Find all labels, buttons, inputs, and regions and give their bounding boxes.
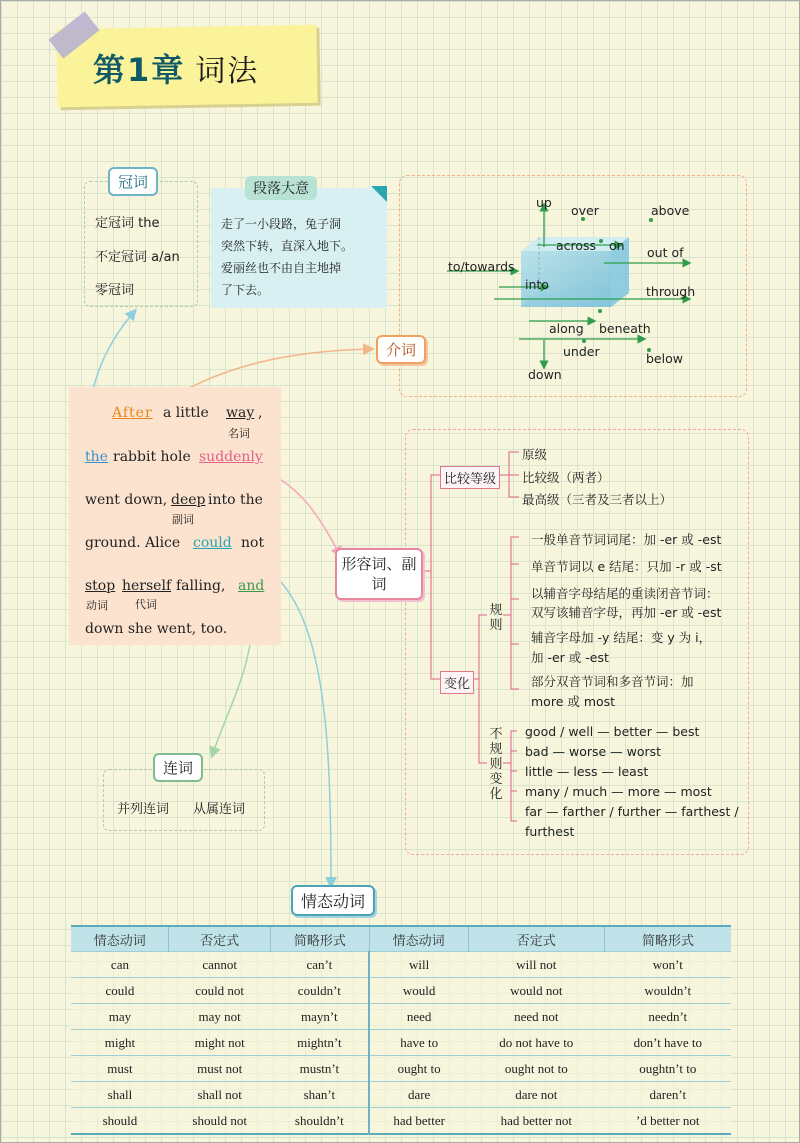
- table-cell: ’d better not: [605, 1108, 731, 1135]
- word-falling: falling,: [176, 578, 226, 594]
- table-cell: ought to: [369, 1056, 468, 1082]
- note-noun: 名词: [228, 427, 250, 440]
- compare-label: 比较等级: [440, 466, 500, 489]
- compare-superlative: 最高级（三者及三者以上）: [522, 492, 673, 507]
- chapter-number: 第1章: [93, 51, 186, 89]
- table-row: [71, 1056, 731, 1082]
- prep-to-towards: to/towards: [448, 259, 515, 274]
- table-cell: needn’t: [605, 1004, 731, 1030]
- column-header: 否定式: [169, 926, 271, 952]
- column-header: 情态动词: [71, 926, 169, 952]
- irregular-item: good / well — better — best: [525, 724, 700, 739]
- prep-out-of: out of: [647, 245, 684, 260]
- table-cell: have to: [369, 1030, 468, 1056]
- regular-rule: 双写该辅音字母，再加 -er 或 -est: [531, 605, 722, 620]
- irregular-item: bad — worse — worst: [525, 744, 662, 759]
- note-pronoun: 代词: [135, 598, 157, 611]
- table-row: [71, 1004, 731, 1030]
- table-cell: can: [71, 952, 169, 978]
- article-item-definite: 定冠词 the: [95, 216, 160, 231]
- modal-tag: 情态动词: [291, 885, 375, 916]
- table-cell: need not: [468, 1004, 605, 1030]
- table-cell: may: [71, 1004, 169, 1030]
- table-row: [71, 1108, 731, 1135]
- table-cell: should not: [169, 1108, 271, 1135]
- prep-above: above: [651, 203, 690, 218]
- note-adverb: 副词: [172, 513, 194, 526]
- table-cell: will: [369, 952, 468, 978]
- word-stop: stop: [85, 578, 116, 594]
- irregular-label: 不规则变化: [489, 727, 503, 802]
- preposition-tag: 介词: [376, 335, 426, 364]
- adj-adv-tag: 形容词、副词: [335, 548, 423, 600]
- prep-across: across: [556, 238, 597, 253]
- word-into-the: into the: [208, 492, 263, 508]
- summary-line: 走了一小段路，兔子洞: [221, 217, 342, 231]
- prep-beneath: beneath: [599, 321, 651, 336]
- word-and: and: [238, 578, 265, 594]
- table-cell: would: [369, 978, 468, 1004]
- irregular-item: many / much — more — most: [525, 784, 712, 799]
- table-cell: had better: [369, 1108, 468, 1135]
- table-cell: could not: [169, 978, 271, 1004]
- comma: ,: [258, 405, 263, 421]
- table-cell: could: [71, 978, 169, 1004]
- column-header: 简略形式: [605, 926, 731, 952]
- compare-positive: 原级: [522, 447, 548, 462]
- regular-rule: 一般单音节词词尾：加 -er 或 -est: [531, 532, 722, 547]
- table-row: [71, 952, 731, 978]
- word-not: not: [241, 535, 265, 551]
- table-cell: won’t: [605, 952, 731, 978]
- table-cell: oughtn’t to: [605, 1056, 731, 1082]
- prep-on: on: [609, 238, 625, 253]
- word-could: could: [193, 535, 232, 551]
- table-cell: will not: [468, 952, 605, 978]
- regular-label: 规则: [489, 603, 503, 633]
- passage-last-line: down she went, too.: [85, 621, 228, 637]
- table-cell: do not have to: [468, 1030, 605, 1056]
- regular-rule: 单音节词以 e 结尾：只加 -r 或 -st: [531, 559, 722, 574]
- article-item-indefinite: 不定冠词 a/an: [95, 250, 180, 265]
- table-row: [71, 1030, 731, 1056]
- irregular-item: far — farther / further — farthest /: [525, 804, 739, 819]
- conjunction-tag: 连词: [153, 753, 203, 782]
- word-after: After: [112, 405, 153, 421]
- table-cell: ought not to: [468, 1056, 605, 1082]
- prep-into: into: [525, 277, 549, 292]
- word-herself: herself: [122, 578, 172, 594]
- table-cell: mayn’t: [270, 1004, 369, 1030]
- prep-over: over: [571, 203, 599, 218]
- modal-verbs-table: [71, 925, 731, 1135]
- table-cell: shan’t: [270, 1082, 369, 1108]
- table-cell: may not: [169, 1004, 271, 1030]
- table-cell: cannot: [169, 952, 271, 978]
- conjunction-coordinating: 并列连词: [117, 802, 170, 817]
- table-cell: would not: [468, 978, 605, 1004]
- table-cell: daren’t: [605, 1082, 731, 1108]
- irregular-item: little — less — least: [525, 764, 649, 779]
- change-label: 变化: [440, 671, 474, 694]
- prep-through: through: [646, 284, 696, 299]
- table-cell: couldn’t: [270, 978, 369, 1004]
- summary-fold-corner: [371, 186, 387, 202]
- word-ground-alice: ground. Alice: [85, 535, 181, 551]
- column-header: 否定式: [468, 926, 605, 952]
- regular-rule: 以辅音字母结尾的重读闭音节词：: [531, 586, 719, 601]
- table-cell: might not: [169, 1030, 271, 1056]
- word-the: the: [85, 449, 108, 465]
- table-cell: dare: [369, 1082, 468, 1108]
- table-cell: mightn’t: [270, 1030, 369, 1056]
- summary-line: 突然下转，直深入地下。: [221, 239, 354, 253]
- word-deep: deep: [171, 492, 206, 508]
- regular-rule: 加 -er 或 -est: [531, 650, 609, 665]
- irregular-item: furthest: [525, 824, 575, 839]
- prep-up: up: [536, 195, 552, 210]
- article-tag: 冠词: [108, 167, 158, 196]
- table-header-row: [71, 926, 731, 952]
- prep-along: along: [549, 321, 584, 336]
- table-cell: must not: [169, 1056, 271, 1082]
- article-item-zero: 零冠词: [95, 283, 135, 298]
- regular-rule: 部分双音节词和多音节词：加: [531, 674, 694, 689]
- regular-rule: 辅音字母加 -y 结尾：变 y 为 i，: [531, 630, 712, 645]
- table-cell: can’t: [270, 952, 369, 978]
- note-verb: 动词: [86, 599, 108, 612]
- word-a-little: a little: [163, 405, 209, 421]
- table-cell: should: [71, 1108, 169, 1135]
- conjunction-subordinating: 从属连词: [193, 802, 246, 817]
- word-went-down: went down,: [85, 492, 168, 508]
- table-row: [71, 978, 731, 1004]
- table-cell: had better not: [468, 1108, 605, 1135]
- table-cell: mustn’t: [270, 1056, 369, 1082]
- summary-line: 爱丽丝也不由自主地掉: [221, 261, 342, 275]
- column-header: 情态动词: [369, 926, 468, 952]
- word-suddenly: suddenly: [199, 449, 263, 465]
- prep-down: down: [528, 367, 562, 382]
- chapter-subtitle: 词法: [195, 54, 260, 89]
- compare-comparative: 比较级（两者）: [522, 470, 610, 485]
- table-cell: must: [71, 1056, 169, 1082]
- table-cell: dare not: [468, 1082, 605, 1108]
- table-cell: wouldn’t: [605, 978, 731, 1004]
- regular-rule: more 或 most: [531, 694, 616, 709]
- prep-under: under: [563, 344, 600, 359]
- table-cell: need: [369, 1004, 468, 1030]
- word-way: way: [226, 405, 255, 421]
- table-cell: shouldn’t: [270, 1108, 369, 1135]
- summary-tag: 段落大意: [245, 176, 317, 200]
- word-rabbit-hole: rabbit hole: [113, 449, 191, 465]
- table-cell: might: [71, 1030, 169, 1056]
- summary-line: 了下去。: [221, 283, 270, 297]
- table-cell: don’t have to: [605, 1030, 731, 1056]
- table-row: [71, 1082, 731, 1108]
- summary-text: [221, 213, 383, 301]
- table-cell: shall: [71, 1082, 169, 1108]
- prep-below: below: [646, 351, 683, 366]
- table-cell: shall not: [169, 1082, 271, 1108]
- column-header: 简略形式: [270, 926, 369, 952]
